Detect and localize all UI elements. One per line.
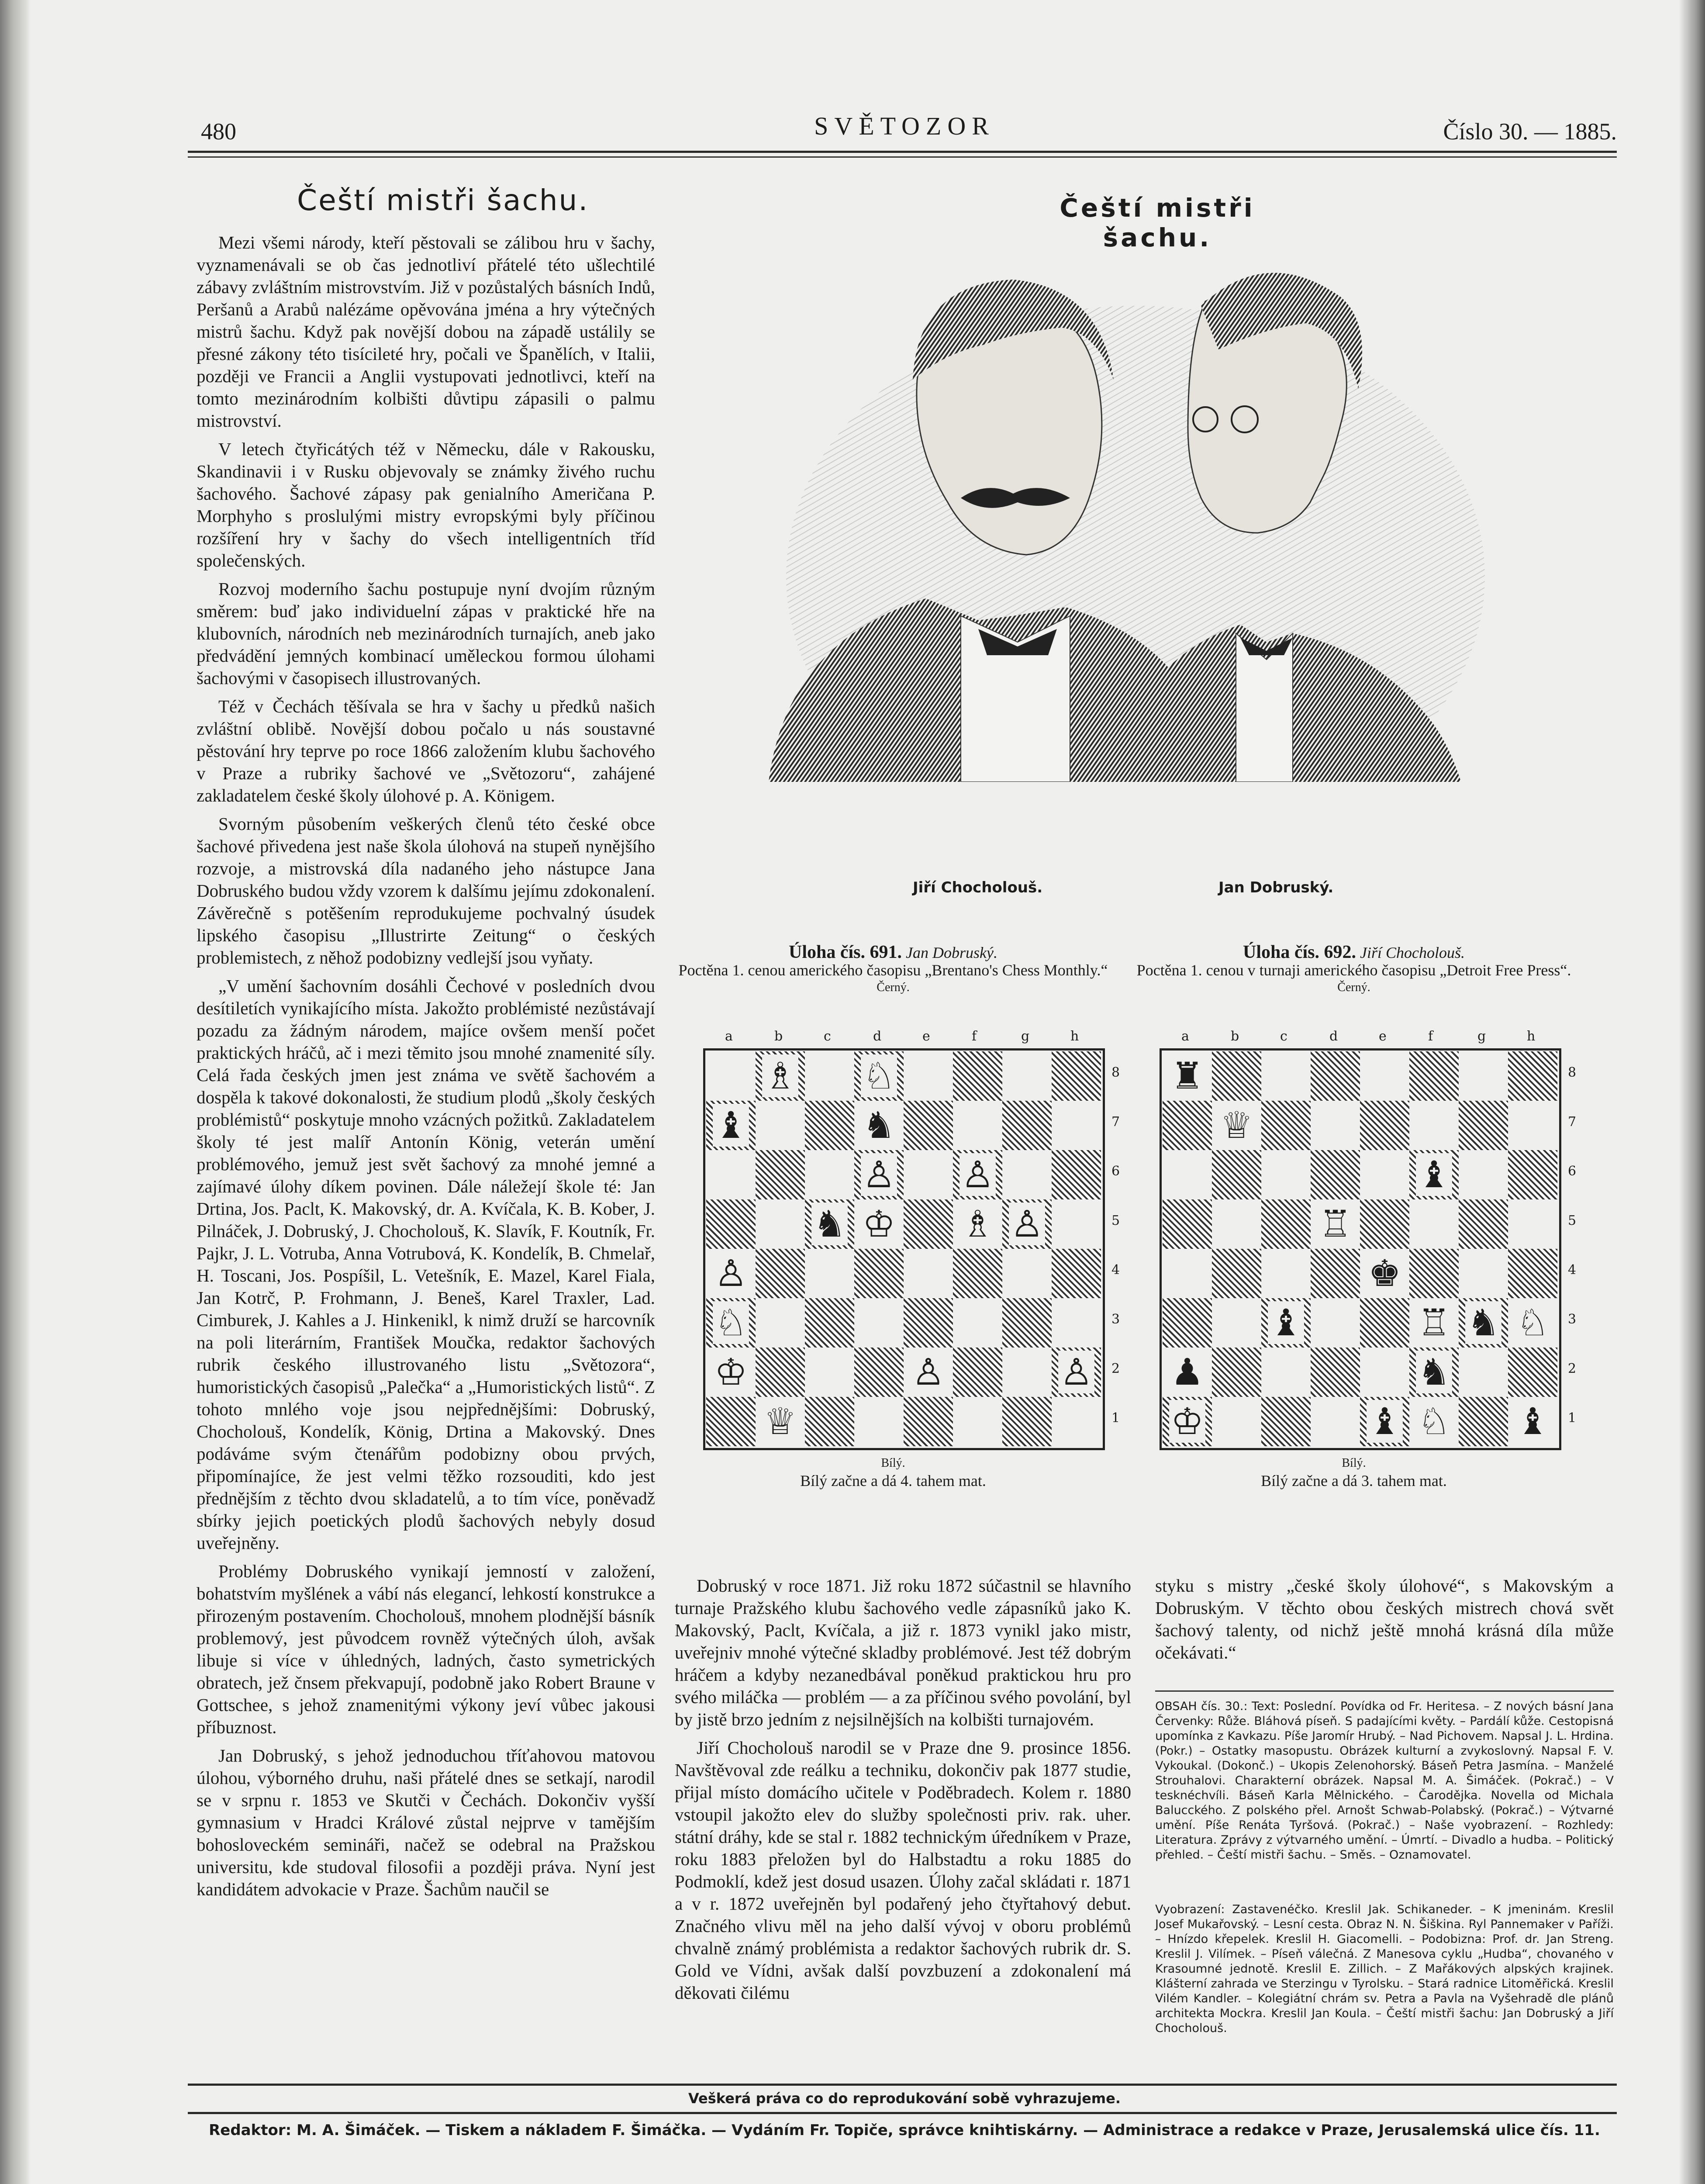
board-square [805, 1101, 854, 1150]
board-square [1261, 1199, 1311, 1249]
board-square [1508, 1101, 1557, 1150]
board-square [1261, 1101, 1311, 1150]
chess-piece [1052, 1348, 1101, 1397]
imprint: Redaktor: M. A. Šimáček. — Tiskem a nákladem F. Šimáčka. — Vydáním Fr. Topiče, správce knihtiskárny. — Administrace a redakce v Praze, Jerusalemská ulice čís. 11. [209, 2122, 1600, 2139]
board-square [1311, 1101, 1360, 1150]
article-paragraph: Problémy Dobruského vynikají jemností v založení, bohatstvím myšlének a vábí nás elegancí, lehkostí konstrukce a přirozeným postavením. Chocholouš, mnohem plodnější básník problemový, jest původcem rovněž výtečných úloh, avšak libuje si více v úhledných, ladných, často symetrických obratech, jež čnsem překvapují, podobně jako Robert Braune v Gottschee, s jehož znamenitými výkony jeví vůbec jakousi příbuznost. [197, 1561, 655, 1737]
problem-692-heading [1136, 943, 1572, 996]
board-square [1212, 1249, 1261, 1298]
piece-glyph: ♙ [1009, 1203, 1045, 1245]
article-paragraph: „V umění šachovním dosáhli Čechové v posledních dvou desítiletích vynikajícího místa. Jakožto problémisté nezůstávají pozadu za žádným národem, majíce ovšem menší počet praktických hráčů, ač i mezi těmito jsou mnohé znamenité síly. Celá řada českých jmen jest známa ve světě šachovém a dospěla k takové dokonalosti, že studium plodů „školy českých problémistů“ poskytuje mnoho vzácných požitků. Zakladatelem školy té jest malíř Antonín König, veterán umění problémového, jemuž jest svět šachový za mnohé jemné a zajímavé úlohy díkem povinen. Dále náležejí škole té: Jan Drtina, Jos. Paclt, K. Makovský, dr. A. Kvíčala, K. B. Kober, J. Pilnáček, J. Dobruský, J. Chocholouš, K. Slavík, F. Koutník, Fr. Pajkr, J. L. Votruba, Anna Votrubová, K. Kondelík, B. Chmelař, H. Toscani, Jos. Pospíšil, L. Vetešník, E. Mazel, Karel Fiala, Jan Kotrč, P. Frohmann, J. Beneš, Karel Traxler, Lad. Cimburek, J. Kahles a J. Hinkenikl, k nimž druží se harcovník na poli literárním, František Moučka, redaktor šachových rubrik českého illustrovaného listu „Světozora“, humoristických časopisů „Palečka“ a „Humoristických listů“. Z tohoto mnlého voje jsou nejpřednějšími: Dobruský, Chocholouš, Kondelík, König, Drtina a Makovský. Dnes podáváme svým čtenářům podobizny obou prvých, připomínajíce, že jest velmi těžko rozsouditi, kdo jest přednějším z těchto dvou skladatelů, a to tím více, poněvadž sbírky jejich poetických plodů šachových nebyly dosud uveřejněny. [197, 976, 655, 1553]
rank-label: 4 [1111, 1262, 1120, 1278]
page-number: 480 [201, 118, 236, 145]
chess-piece [1360, 1249, 1409, 1298]
board-square [1163, 1101, 1212, 1150]
article-paragraph: Též v Čechách těšívala se hra v šachy u předků našich zvláštní oblibě. Novější dobou počalo u nás soustavné pěstování hry teprve po roce 1866 založením klubu šachového v Praze a rubriky šachové ve „Světozoru“, zahájené zakladatelem české školy úlohové p. A. Königem. [197, 696, 655, 805]
board-square [1163, 1199, 1212, 1249]
caption-chocholous: Jiří Chocholouš. [913, 879, 1043, 896]
file-label: g [1477, 1029, 1486, 1044]
problem-691-footer [675, 1455, 1111, 1489]
board-square [706, 1150, 756, 1199]
file-label: a [725, 1029, 733, 1044]
rank-label: 5 [1568, 1213, 1577, 1228]
piece-glyph: ♘ [1416, 1400, 1452, 1443]
problem-author: Jan Dobruský. [906, 944, 997, 961]
board-square [1459, 1249, 1508, 1298]
board-square [1311, 1150, 1360, 1199]
piece-glyph: ♔ [861, 1203, 897, 1245]
chess-piece [1212, 1101, 1261, 1150]
board-square [1409, 1249, 1459, 1298]
board-square [953, 1298, 1002, 1348]
footer-rule [188, 2084, 1617, 2086]
board-square [953, 1051, 1002, 1101]
article-column-2 [675, 1575, 1131, 2010]
col3-paragraph: styku s mistry „české školy úlohové“, s Makovským a Dobruským. V těchto obou českých mistrech chová svět šachový talenty, od nichž ještě mnohá krásná díla může očekávati.“ [1155, 1576, 1614, 1662]
chess-piece [1508, 1298, 1557, 1348]
rank-label: 1 [1568, 1410, 1577, 1426]
chess-piece [1360, 1397, 1409, 1446]
black-label: Černý. [1337, 981, 1370, 994]
chess-piece [1459, 1298, 1508, 1348]
board-square [805, 1249, 854, 1298]
chess-piece [756, 1051, 805, 1101]
white-label: Bílý. [1342, 1456, 1366, 1470]
portrait-engraving [751, 236, 1520, 874]
chess-piece [1163, 1397, 1212, 1446]
article-column-3 [1155, 1575, 1614, 1670]
file-label: g [1021, 1029, 1030, 1044]
caption-dobrusky: Jan Dobruský. [1218, 879, 1334, 896]
problem-691-heading [675, 943, 1111, 996]
board-square [1052, 1298, 1101, 1348]
board-square [1163, 1249, 1212, 1298]
board-square [1459, 1348, 1508, 1397]
rank-label: 4 [1568, 1262, 1577, 1278]
problem-note: Poctěna 1. cenou amerického časopisu „Brentano's Chess Monthly.“ [678, 961, 1108, 979]
board-square [904, 1051, 953, 1101]
piece-glyph: ♘ [861, 1054, 897, 1097]
chess-piece [706, 1298, 756, 1348]
rank-label: 1 [1111, 1410, 1120, 1426]
board-square [1459, 1101, 1508, 1150]
chess-piece [854, 1101, 904, 1150]
board-square [706, 1397, 756, 1446]
chess-piece [1261, 1298, 1311, 1348]
board-square [1052, 1199, 1101, 1249]
piece-glyph: ♞ [811, 1203, 848, 1245]
board-square [953, 1249, 1002, 1298]
chess-piece [953, 1150, 1002, 1199]
problem-task: Bílý začne a dá 4. tahem mat. [800, 1472, 986, 1489]
board-square [1508, 1199, 1557, 1249]
piece-glyph: ♜ [1169, 1054, 1205, 1097]
piece-glyph: ♘ [1515, 1301, 1551, 1344]
piece-glyph: ♗ [959, 1203, 996, 1245]
problem-note: Poctěna 1. cenou v turnaji amerického časopisu „Detroit Free Press“. [1136, 961, 1571, 979]
rank-label: 7 [1568, 1114, 1577, 1130]
problem-title: Úloha čís. 691. [789, 942, 902, 962]
board-square [1212, 1051, 1261, 1101]
file-label: e [922, 1029, 930, 1044]
chessboard-692 [1160, 1048, 1561, 1450]
chess-piece [756, 1397, 805, 1446]
article-paragraph: Jan Dobruský, s jehož jednoduchou tříťahovou matovou úlohou, výborného druhu, naši přátelé dnes se setkají, narodil se v srpnu r. 1853 ve Skutči v Čechách. Dokončiv vyšší gymnasium v Hradci Králové zůstal nejprve v tamějším bohosloveckém semináři, načež se odebral na Pražskou universitu, kde studoval filosofii a později práva. Nyní jest kandidátem advokacie v Praze. Šachům naučil se [197, 1745, 655, 1899]
piece-glyph: ♘ [713, 1301, 749, 1344]
rank-label: 5 [1111, 1213, 1120, 1228]
board-square [854, 1298, 904, 1348]
board-square [756, 1199, 805, 1249]
article-paragraph: V letech čtyřicátých též v Německu, dále v Rakousku, Skandinavii i v Rusku objevovaly se známky živého ruchu šachového. Šachové zápasy pak genialního Američana P. Morphyho s proslulými mistry evropskými byly příčinou rozšíření hry v šachy do všech intelligentních tříd společenských. [197, 439, 655, 570]
file-label: f [1428, 1029, 1433, 1044]
board-square [854, 1249, 904, 1298]
piece-glyph: ♕ [1218, 1104, 1255, 1147]
board-square [1002, 1051, 1052, 1101]
rank-label: 6 [1568, 1164, 1577, 1179]
board-square [1212, 1150, 1261, 1199]
board-square [1261, 1150, 1311, 1199]
board-square [1212, 1199, 1261, 1249]
board-square [1052, 1051, 1101, 1101]
board-square [1311, 1051, 1360, 1101]
board-square [1052, 1150, 1101, 1199]
file-label: c [824, 1029, 831, 1044]
chess-piece [904, 1348, 953, 1397]
chess-piece [854, 1199, 904, 1249]
board-square [1163, 1298, 1212, 1348]
board-square [953, 1348, 1002, 1397]
rank-label: 8 [1568, 1065, 1577, 1080]
chess-piece [1163, 1348, 1212, 1397]
board-square [1459, 1397, 1508, 1446]
contents-list: OBSAH čís. 30.: Text: Poslední. Povídka od Fr. Heritesa. – Z nových básní Jana Červenky: Růže. Bláhová píseň. S padajícími květy. – Pardálí kůže. Cestopisná upomínka z Kavkazu. Píše Jaromír Hrubý. – Nad Pichovem. Napsal J. L. Hrdina. (Pokr.) – Ostatky masopustu. Obrázek kulturní a zvykoslovný. Napsal F. V. Vykoukal. (Dokonč.) – Ukopis Zelenohorský. Báseň Petra Jasmína. – Manželé Strouhalovi. Charakterní obrázek. Napsal M. A. Šimáček. (Pokrač.) – V tesknéchvíli. Báseň Karla Mělnického. – Čarodějka. Novella od Michala Balucckého. Z polského přel. Arnošt Schwab-Polabský. (Pokrač.) – Výtvarné umění. Píše Renáta Tyršová. (Pokrač.) – Naše vyobrazení. – Rozhledy: Literatura. Zprávy z výtvarného umění. – Úmrtí. – Divadlo a hudba. – Politický přehled. – Čeští mistři šachu. – Směs. – Oznamovatel. [1155, 1700, 1614, 1862]
board-square [854, 1348, 904, 1397]
board-square [1052, 1101, 1101, 1150]
rank-label: 3 [1111, 1312, 1120, 1327]
board-square [756, 1298, 805, 1348]
board-square [1212, 1397, 1261, 1446]
chess-piece [1508, 1397, 1557, 1446]
chess-piece [1409, 1298, 1459, 1348]
board-square [1212, 1348, 1261, 1397]
chess-piece [706, 1249, 756, 1298]
chess-piece [706, 1101, 756, 1150]
file-label: d [1329, 1029, 1338, 1044]
piece-glyph: ♝ [1515, 1400, 1551, 1443]
piece-glyph: ♔ [713, 1351, 749, 1393]
piece-glyph: ♕ [762, 1400, 798, 1443]
problem-692-footer [1136, 1455, 1572, 1489]
board-square [1261, 1051, 1311, 1101]
board-square [1261, 1348, 1311, 1397]
header-rule-thin [188, 156, 1617, 158]
piece-glyph: ♙ [1058, 1351, 1094, 1393]
board-square [1459, 1199, 1508, 1249]
illustrations-list: Vyobrazení: Zastavenéčko. Kreslil Jak. Schikaneder. – K jmeninám. Kreslil Josef Mukařovský. – Lesní cesta. Obraz N. N. Šiškina. Ryl Pannemaker v Paříži. – Hnízdo křepelek. Kreslil H. Giacomelli. – Podobizna: Prof. dr. Jan Streng. Kreslil J. Vilímek. – Píseň válečná. Z Manesova cyklu „Hudba“, chovaného v Krasoumné jednotě. Kreslil E. Zillich. – Z Mařákových alpských krajinek. Klášterní zahrada ve Sterzingu v Tyrolsku. – Stará radnice Litoměřická. Kreslil Vilém Kandler. – Kolegiátní chrám sv. Petra a Pavla na Vyšehradě dle plánů architekta Mockra. Kreslil Jan Koula. – Čeští mistři šachu: Jan Dobruský a Jiří Chocholouš. [1155, 1903, 1614, 2035]
chess-piece [1163, 1051, 1212, 1101]
chess-piece [805, 1199, 854, 1249]
piece-glyph: ♝ [1416, 1153, 1452, 1196]
page-header [192, 111, 1617, 146]
rank-label: 7 [1111, 1114, 1120, 1130]
board-square [1508, 1150, 1557, 1199]
article-paragraph: Jiří Chocholouš narodil se v Praze dne 9. prosince 1856. Navštěvoval zde reálku a techniku, dokončiv pak 1877 studie, přijal místo domácího učitele v Poděbradech. Kolem r. 1880 vstoupil jakožto elev do služby společnosti priv. rak. uher. státní dráhy, kde se stal r. 1882 technickým úředníkem v Praze, roku 1883 přeložen byl do Halbstadtu a roku 1885 do Podmoklí, kdež jest dosud usazen. Úlohy začal skládati r. 1871 a v r. 1872 uveřejněn byl podařený jeho čtyřtahový debut. Značného vlivu měl na jeho další vývoj v oboru problémů chvalně známý problémista a redaktor šachových rubrik dr. S. Gold ve Vídni, avšak další povzbuzení a zdokonalení má děkovati čilému [675, 1738, 1131, 2003]
file-label: b [774, 1029, 783, 1044]
board-square [1409, 1101, 1459, 1150]
board-square [1261, 1249, 1311, 1298]
chess-piece [854, 1051, 904, 1101]
file-label: f [972, 1029, 977, 1044]
article-paragraph: Dobruský v roce 1871. Již roku 1872 súčastnil se hlavního turnaje Pražského klubu šachového vedle zápasníků jako K. Makovský, Paclt, Kvíčala, a již r. 1873 vynikl jako mistr, uveřejniv mnohé výtečné skladby problémové. Jest též dobrým hráčem a kdyby nezanedbával poněkud praktickou hru pro svého miláčka — problém — a za příčinou svého povolání, byl by jistě brzo jedním z nejsilnějších na kolbišti turnajovém. [675, 1576, 1131, 1729]
board-square [756, 1150, 805, 1199]
piece-glyph: ♙ [861, 1153, 897, 1196]
problem-task: Bílý začne a dá 3. tahem mat. [1261, 1472, 1447, 1489]
board-square [1311, 1348, 1360, 1397]
board-square [904, 1397, 953, 1446]
board-square [1311, 1249, 1360, 1298]
board-square [904, 1199, 953, 1249]
article-paragraph: Svorným působením veškerých členů této české obce šachové přivedena jest naše škola úlohová na stupeň nynějšího rozvoje, a mistrovská díla nadaného jeho nástupce Jana Dobruského budou vždy vzorem k dalšímu jejímu zdokonalení. Závěrečně s potěšením reprodukujeme pochvalný úsudek lipského časopisu „Illustrirte Zeitung“ o českých problemistech, z něhož podobizny vedlejší jsou vyňaty. [197, 814, 655, 968]
board-square [805, 1150, 854, 1199]
board-square [1002, 1249, 1052, 1298]
board-square [1508, 1051, 1557, 1101]
article-paragraph: Mezi všemi národy, kteří pěstovali se zálibou hru v šachy, vyznamenávali se ob čas jednotliví přátelé této ušlechtilé zábavy zvláštním mistrovstvím. Již v pozůstalých básních Indů, Peršanů a Arabů nalézáme opěvována jména a hry výtečných mistrů šachu. Když pak novější dobou na západě ustálily se přesné zákony této tisícileté hry, počali ve Španělích, v Italii, později ve Francii a Anglii vystupovati jednotlivci, kteří na tomto mezinárodním kolbišti důvtipu zápasili o palmu mistrovství. [197, 232, 655, 431]
file-label: a [1181, 1029, 1189, 1044]
chess-piece [854, 1150, 904, 1199]
scan-right-edge [1679, 0, 1705, 2184]
board-square [756, 1249, 805, 1298]
figure-title: Čeští mistři šachu. [1060, 193, 1255, 252]
file-label: c [1280, 1029, 1287, 1044]
piece-glyph: ♝ [1268, 1301, 1304, 1344]
board-square [1311, 1397, 1360, 1446]
board-square [805, 1348, 854, 1397]
board-square [904, 1101, 953, 1150]
board-square [1212, 1298, 1261, 1348]
board-square [706, 1199, 756, 1249]
board-square [1360, 1150, 1409, 1199]
board-square [1360, 1348, 1409, 1397]
chess-piece [953, 1199, 1002, 1249]
rank-label: 2 [1111, 1361, 1120, 1376]
board-square [1360, 1199, 1409, 1249]
piece-glyph: ♞ [861, 1104, 897, 1147]
piece-glyph: ♚ [1367, 1252, 1403, 1295]
board-square [1459, 1051, 1508, 1101]
board-square [1002, 1298, 1052, 1348]
board-square [1360, 1298, 1409, 1348]
file-label: h [1070, 1029, 1079, 1044]
piece-glyph: ♖ [1416, 1301, 1452, 1344]
piece-glyph: ♞ [1416, 1351, 1452, 1393]
article-column-1 [197, 232, 655, 1907]
chess-piece [706, 1348, 756, 1397]
chess-piece [1409, 1348, 1459, 1397]
piece-glyph: ♔ [1169, 1400, 1205, 1443]
board-square [1409, 1051, 1459, 1101]
board-square [1261, 1397, 1311, 1446]
board-square [756, 1348, 805, 1397]
piece-glyph: ♞ [1465, 1301, 1501, 1344]
rank-label: 6 [1111, 1164, 1120, 1179]
board-square [904, 1150, 953, 1199]
file-label: b [1231, 1029, 1239, 1044]
file-label: h [1527, 1029, 1536, 1044]
white-label: Bílý. [881, 1456, 905, 1470]
file-label: e [1379, 1029, 1387, 1044]
board-square [1508, 1348, 1557, 1397]
board-square [1002, 1150, 1052, 1199]
board-square [1508, 1249, 1557, 1298]
rank-label: 2 [1568, 1361, 1577, 1376]
piece-glyph: ♝ [713, 1104, 749, 1147]
piece-glyph: ♝ [1367, 1400, 1403, 1443]
board-square [904, 1249, 953, 1298]
file-label: d [873, 1029, 882, 1044]
board-square [1002, 1101, 1052, 1150]
header-rule [188, 151, 1617, 153]
piece-glyph: ♙ [910, 1351, 946, 1393]
board-square [953, 1101, 1002, 1150]
chess-piece [1409, 1150, 1459, 1199]
board-square [1459, 1150, 1508, 1199]
board-square [953, 1397, 1002, 1446]
board-square [805, 1298, 854, 1348]
obsah-rule [1155, 1690, 1614, 1692]
piece-glyph: ♗ [762, 1054, 798, 1097]
board-square [1311, 1298, 1360, 1348]
footer-rule-2 [188, 2112, 1617, 2114]
board-square [1052, 1397, 1101, 1446]
scan-left-edge [0, 0, 31, 2184]
board-square [1360, 1051, 1409, 1101]
article-paragraph: Rozvoj moderního šachu postupuje nyní dvojím různým směrem: buď jako individuelní zápas v praktické hře na klubovních, národních neb mezinárodních turnajích, aneb jako předvádění jemných kombinací uměleckou formou úlohami šachovými v časopisech illustrovaných. [197, 579, 655, 688]
board-square [854, 1397, 904, 1446]
board-square [1409, 1199, 1459, 1249]
board-square [805, 1397, 854, 1446]
piece-glyph: ♙ [713, 1252, 749, 1295]
journal-title: SVĚTOZOR [814, 112, 995, 140]
rank-label: 8 [1111, 1065, 1120, 1080]
board-square [1002, 1348, 1052, 1397]
problem-author: Jiří Chocholouš. [1360, 944, 1465, 961]
piece-glyph: ♟ [1169, 1351, 1205, 1393]
chess-piece [1409, 1397, 1459, 1446]
board-square [706, 1051, 756, 1101]
rights-notice: Veškerá práva co do reprodukování sobě vyhrazujeme. [688, 2090, 1121, 2107]
chessboard-691 [703, 1048, 1105, 1450]
piece-glyph: ♙ [959, 1153, 996, 1196]
rank-label: 3 [1568, 1312, 1577, 1327]
board-square [904, 1298, 953, 1348]
article-title: Čeští mistři šachu. [297, 183, 589, 217]
board-square [1052, 1249, 1101, 1298]
chess-piece [1002, 1199, 1052, 1249]
problem-title: Úloha čís. 692. [1243, 942, 1356, 962]
board-square [1002, 1397, 1052, 1446]
chess-piece [1311, 1199, 1360, 1249]
black-label: Černý. [877, 981, 910, 994]
board-square [1360, 1101, 1409, 1150]
board-square [1163, 1150, 1212, 1199]
issue-number: Číslo 30. — 1885. [1443, 118, 1617, 145]
board-square [805, 1051, 854, 1101]
piece-glyph: ♖ [1317, 1203, 1353, 1245]
board-square [756, 1101, 805, 1150]
